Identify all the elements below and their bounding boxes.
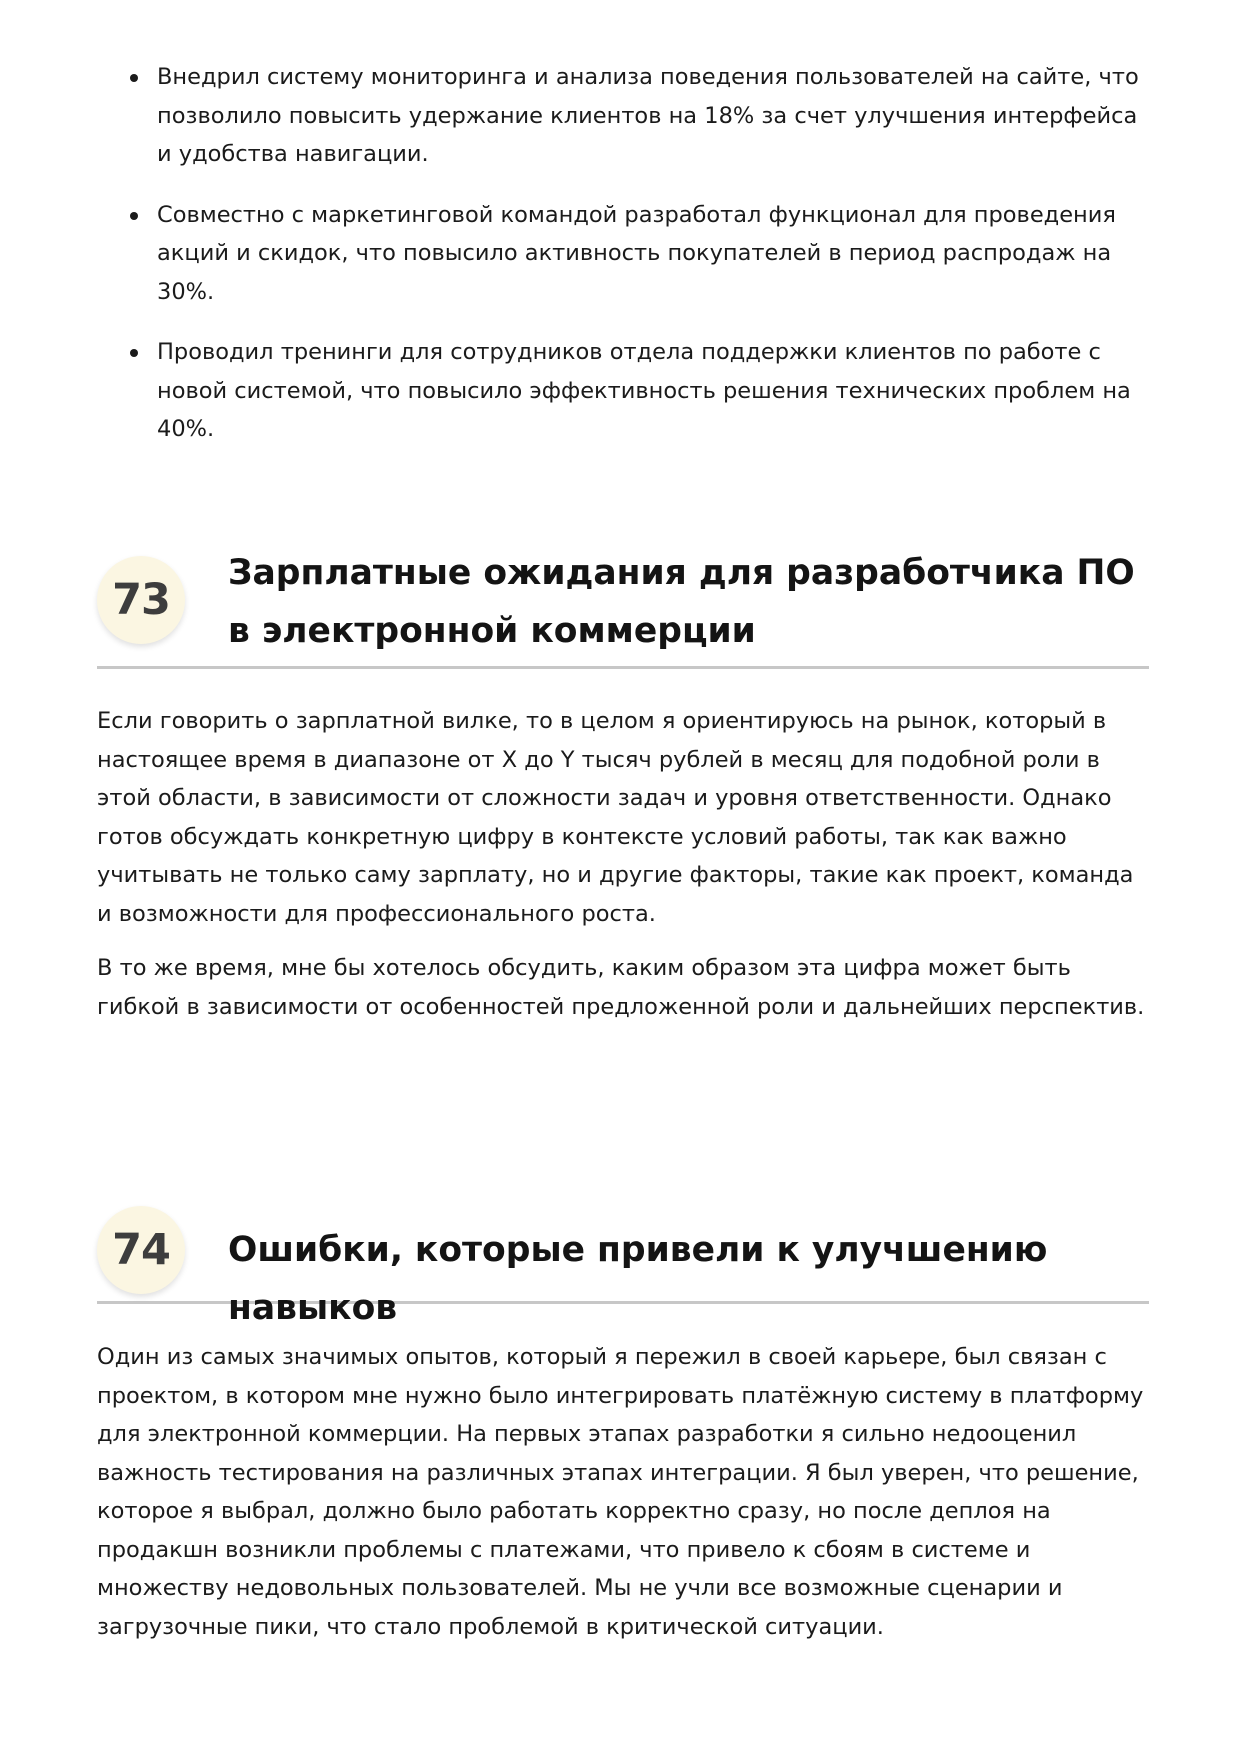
- list-item-text: Внедрил систему мониторинга и анализа поведения пользователей на сайте, что позволило повысить удержание клиентов на 18% за счет улучшения интерфейса и удобства навигации.: [157, 64, 1139, 167]
- section-paragraph: Если говорить о зарплатной вилке, то в целом я ориентируюсь на рынок, который в настоящее время в диапазоне от X до Y тысяч рублей в месяц для подобной роли в этой области, в зависимости от сложности задач и уровня ответственности. Однако готов обсуждать конкретную цифру в контексте условий работы, так как важно учитывать не только саму зарплату, но и другие факторы, такие как проект, команда и возможности для профессионального роста.: [97, 708, 1134, 927]
- bullet-icon: [130, 349, 138, 357]
- bullet-icon: [130, 212, 138, 220]
- section-header: [97, 1201, 1149, 1328]
- section-74: [97, 1201, 1149, 1646]
- list-item-text: Совместно с маркетинговой командой разработал функционал для проведения акций и скидок, что повысило активность покупателей в период распродаж на 30%.: [157, 201, 1116, 305]
- bullet-icon: [130, 74, 138, 82]
- achievements-list: [97, 58, 1149, 471]
- list-item: [97, 58, 1149, 174]
- list-item: [97, 196, 1149, 312]
- section-header: [97, 531, 1149, 669]
- list-item-text: Проводил тренинги для сотрудников отдела поддержки клиентов по работе с новой системой, что повысило эффективность решения технических проблем на 40%.: [157, 339, 1131, 442]
- section-paragraph: В то же время, мне бы хотелось обсудить, каким образом эта цифра может быть гибкой в зависимости от особенностей предложенной роли и дальнейших перспектив.: [97, 955, 1145, 1020]
- section-number-badge: 73: [97, 556, 185, 644]
- section-number-badge: 74: [97, 1206, 185, 1294]
- section-paragraph: Один из самых значимых опытов, который я пережил в своей карьере, был связан с проектом, в котором мне нужно было интегрировать платёжную систему в платформу для электронной коммерции. На первых этапах разработки я сильно недооценил важность тестирования на различных этапах интеграции. Я был уверен, что решение, которое я выбрал, должно было работать корректно сразу, но после деплоя на продакшн возникли проблемы с платежами, что привело к сбоям в системе и множеству недовольных пользователей. Мы не учли все возможные сценарии и загрузочные пики, что стало проблемой в критической ситуации.: [97, 1344, 1144, 1640]
- section-title: Ошибки, которые привели к улучшению навыков: [228, 1230, 1048, 1328]
- list-item: [97, 333, 1149, 449]
- section-73: [97, 531, 1149, 1026]
- section-title: Зарплатные ожидания для разработчика ПО в электронной коммерции: [228, 553, 1135, 651]
